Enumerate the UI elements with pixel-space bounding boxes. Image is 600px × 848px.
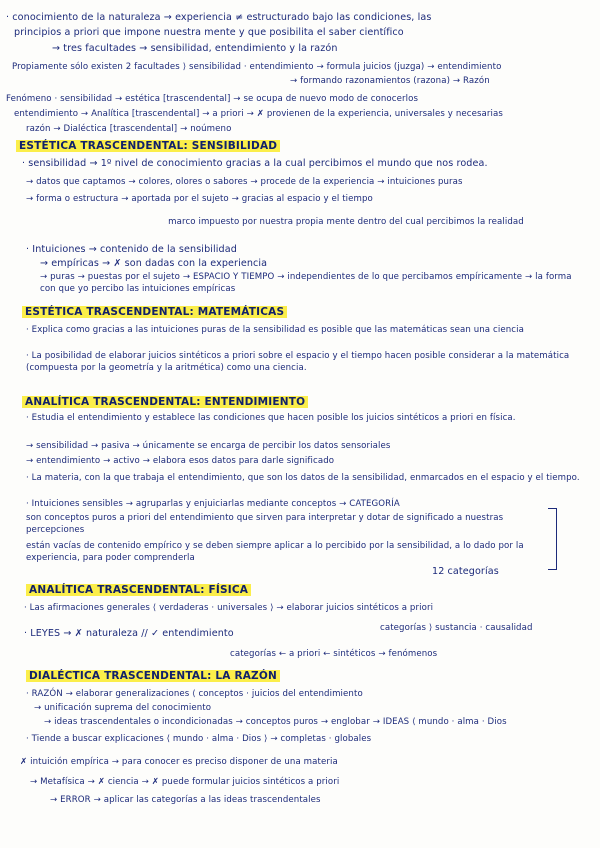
note-line: marco impuesto por nuestra propia mente dentro del cual percibimos la realidad [168, 217, 524, 227]
note-line: principios a priori que impone nuestra mente y que posibilita el saber científico [14, 27, 404, 38]
section-heading: ANALÍTICA TRASCENDENTAL: FÍSICA [26, 584, 251, 596]
note-line: → ideas trascendentales o incondicionadas → conceptos puros → englobar → IDEAS ⟨ mundo · alma · Dios [44, 717, 507, 727]
note-line: → Metafísica → ✗ ciencia → ✗ puede formular juicios sintéticos a priori [30, 777, 340, 787]
note-line: Fenómeno · sensibilidad → estética [trascendental] → se ocupa de nuevo modo de conocerlos [6, 94, 419, 104]
note-line: · sensibilidad → 1º nivel de conocimiento gracias a la cual percibimos el mundo que nos rodea. [22, 158, 488, 169]
note-line: → entendimiento → activo → elabora esos datos para darle significado [26, 456, 335, 466]
note-line: 12 categorías [432, 566, 499, 577]
note-line: categorías ⟩ sustancia · causalidad [380, 623, 533, 633]
note-line: → ERROR → aplicar las categorías a las ideas trascendentales [50, 795, 321, 805]
note-line: · LEYES → ✗ naturaleza // ✓ entendimiento [24, 628, 234, 639]
note-line: categorías ← a priori ← sintéticos → fenómenos [230, 649, 438, 659]
categoria-brace [548, 508, 557, 570]
note-line: son conceptos puros a priori del entendimiento que sirven para interpretar y dotar de significado a nuestras percepciones [26, 513, 504, 535]
note-line: razón → Dialéctica [trascendental] → noúmeno [26, 124, 232, 134]
note-line: → puras → puestas por el sujeto → ESPACIO Y TIEMPO → independientes de lo que percibamos empíricamente → la forma con que yo percibo las intuiciones empíricas [40, 272, 572, 294]
note-line: ✗ intuición empírica → para conocer es preciso disponer de una materia [20, 757, 338, 767]
note-line: Propiamente sólo existen 2 facultades ⟩ sensibilidad · entendimiento → formula juicios (juzga) → entendimiento [12, 62, 502, 72]
section-heading: ANALÍTICA TRASCENDENTAL: ENTENDIMIENTO [22, 396, 308, 408]
note-line: entendimiento → Analítica [trascendental] → a priori → ✗ provienen de la experiencia, universales y necesarias [14, 109, 503, 119]
note-line: · La posibilidad de elaborar juicios sintéticos a priori sobre el espacio y el tiempo hacen posible considerar a la matemática (compuesta por la geometría y la aritmética) como una ciencia. [26, 351, 570, 373]
note-line: → empíricas → ✗ son dadas con la experiencia [40, 258, 268, 269]
note-line: están vacías de contenido empírico y se deben siempre aplicar a lo percibido por la sensibilidad, a lo dado por la experiencia, para poder comprenderla [26, 541, 524, 563]
note-line: → sensibilidad → pasiva → únicamente se encarga de percibir los datos sensoriales [26, 441, 391, 451]
note-line: · Intuiciones sensibles → agruparlas y enjuiciarlas mediante conceptos → CATEGORÍA [26, 499, 400, 509]
note-line: · conocimiento de la naturaleza → experiencia ≠ estructurado bajo las condiciones, las [6, 12, 432, 23]
section-heading: ESTÉTICA TRASCENDENTAL: MATEMÁTICAS [22, 306, 287, 318]
note-line: · Las afirmaciones generales ⟨ verdaderas · universales ⟩ → elaborar juicios sintéticos a priori [24, 603, 434, 613]
note-line: → forma o estructura → aportada por el sujeto → gracias al espacio y el tiempo [26, 194, 373, 204]
note-line: → datos que captamos → colores, olores o sabores → procede de la experiencia → intuiciones puras [26, 177, 463, 187]
note-line: → formando razonamientos (razona) → Razón [290, 76, 490, 86]
note-line: · Intuiciones → contenido de la sensibilidad [26, 244, 237, 255]
section-heading: DIALÉCTICA TRASCENDENTAL: LA RAZÓN [26, 670, 280, 682]
note-line: → unificación suprema del conocimiento [34, 703, 212, 713]
note-line: → tres facultades → sensibilidad, entendimiento y la razón [52, 43, 338, 54]
note-line: · Tiende a buscar explicaciones ⟨ mundo · alma · Dios ⟩ → completas · globales [26, 734, 372, 744]
note-line: · Explica como gracias a las intuiciones puras de la sensibilidad es posible que las matemáticas sean una ciencia [26, 325, 524, 335]
note-line: · La materia, con la que trabaja el entendimiento, que son los datos de la sensibilidad, enmarcados en el espacio y el tiempo. [26, 473, 580, 483]
note-line: · RAZÓN → elaborar generalizaciones ⟨ conceptos · juicios del entendimiento [26, 689, 363, 699]
note-line: · Estudia el entendimiento y establece las condiciones que hacen posible los juicios sintéticos a priori en física. [26, 413, 516, 423]
section-heading: ESTÉTICA TRASCENDENTAL: SENSIBILIDAD [16, 140, 280, 152]
